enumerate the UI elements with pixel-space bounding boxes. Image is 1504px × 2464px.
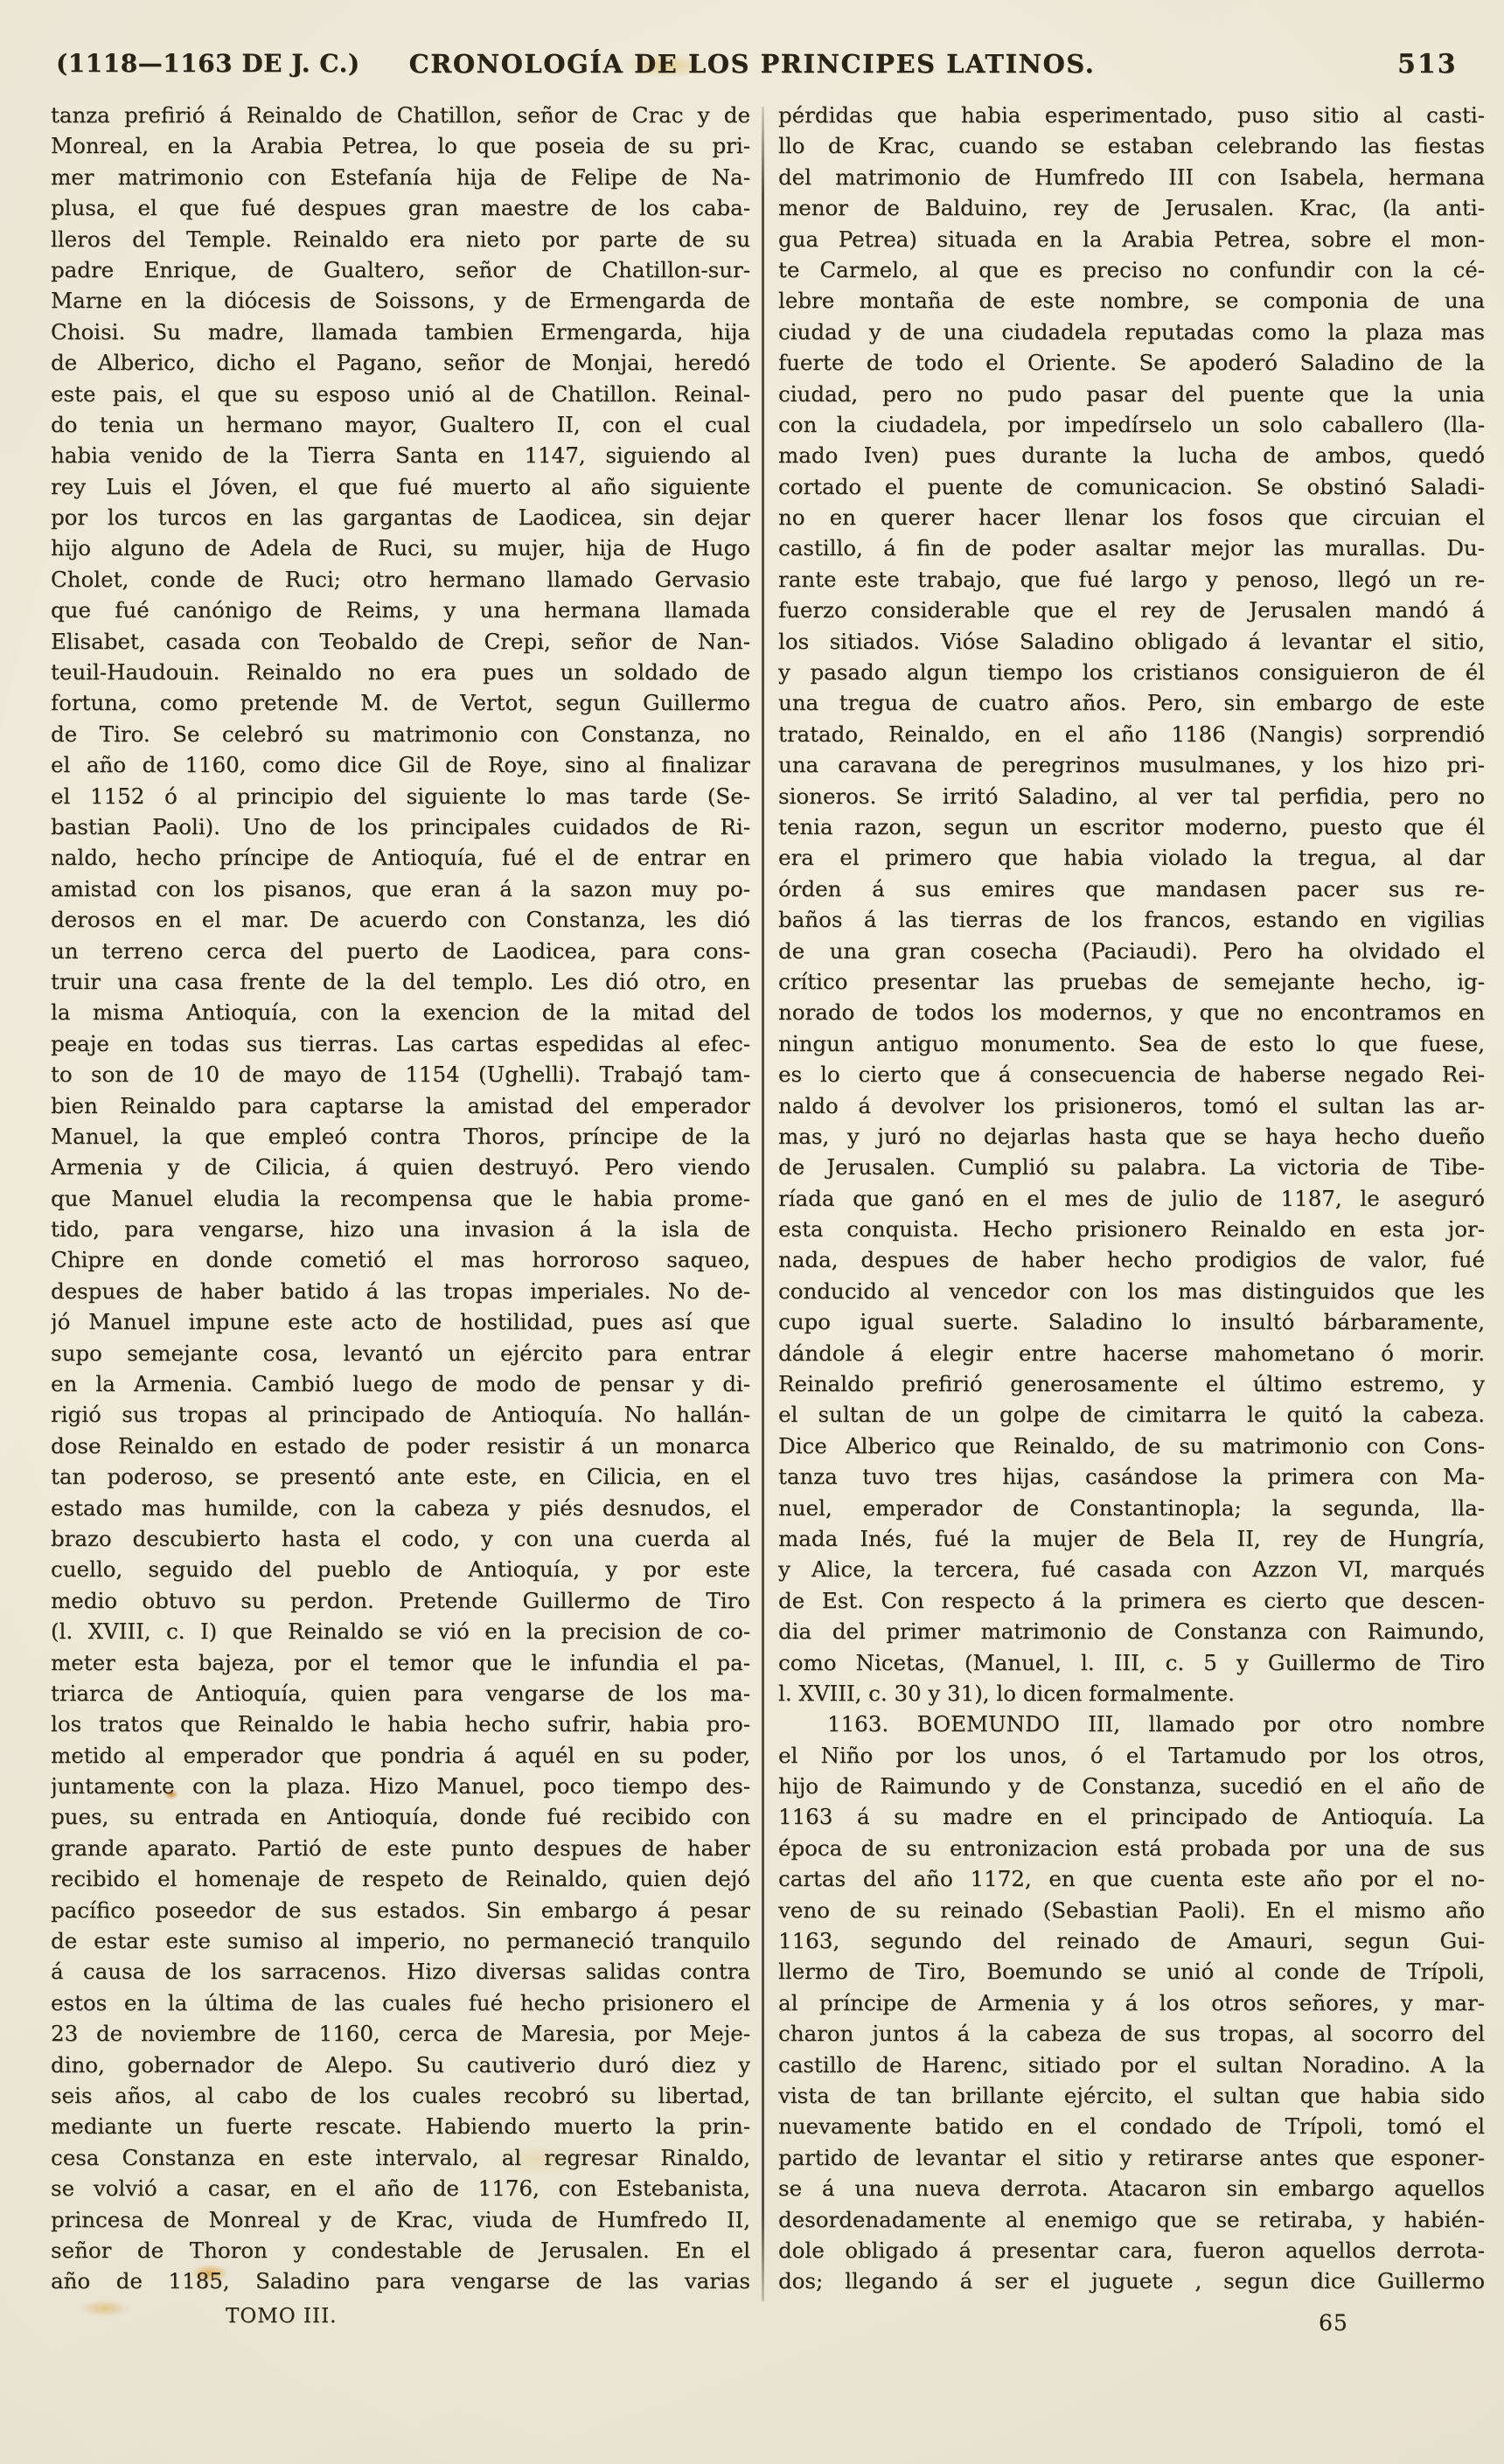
text-line: amistad con los pisanos, que eran á la sazon muy po- (51, 875, 750, 901)
text-line: do tenia un hermano mayor, Gualtero II, con el cual (51, 411, 750, 437)
text-line: cartas del año 1172, en que cuenta este año por el no- (778, 1866, 1485, 1892)
text-line: hijo alguno de Adela de Ruci, su mujer, hija de Hugo (51, 535, 750, 561)
text-line: de estar este sumiso al imperio, no permaneció tranquilo (51, 1928, 750, 1954)
text-line: tan poderoso, se presentó ante este, en Cilicia, en el (51, 1464, 750, 1490)
text-line: al príncipe de Armenia y á los otros señores, y mar- (778, 1989, 1485, 2015)
text-line: (l. XVIII, c. I) que Reinaldo se vió en la precision de co- (51, 1618, 750, 1645)
text-line: supo semejante cosa, levantó un ejército para entrar (51, 1340, 750, 1366)
text-line: padre Enrique, de Gualtero, señor de Chatillon-sur- (51, 256, 750, 282)
text-line: hijo de Raimundo y de Constanza, sucedió en el año de (778, 1773, 1485, 1799)
text-line: recibido el homenaje de respeto de Reinaldo, quien dejó (51, 1866, 750, 1892)
text-line: el sultan de un golpe de cimitarra le quitó la cabeza. (778, 1402, 1485, 1428)
text-line: peaje en todas sus tierras. Las cartas espedidas al efec- (51, 1030, 750, 1056)
column-divider (762, 107, 764, 2301)
text-line: y Alice, la tercera, fué casada con Azzon VI, marqués (778, 1556, 1485, 1583)
text-line: tanza prefirió á Reinaldo de Chatillon, señor de Crac y de (51, 102, 750, 128)
text-line: Choisi. Su madre, llamada tambien Ermengarda, hija (51, 318, 750, 345)
text-line: dia del primer matrimonio de Constanza con Raimundo, (778, 1618, 1485, 1645)
text-line: cupo igual suerte. Saladino lo insultó bárbaramente, (778, 1309, 1485, 1335)
text-line: grande aparato. Partió de este punto despues de haber (51, 1834, 750, 1861)
text-line: mado Iven) pues durante la lucha de ambos, quedó (778, 442, 1485, 469)
text-line: época de su entronizacion está probada por una de sus (778, 1834, 1485, 1861)
page-title: CRONOLOGÍA DE LOS PRINCIPES LATINOS. (408, 49, 1096, 79)
text-line: nuel, emperador de Constantinopla; la segunda, lla- (778, 1494, 1485, 1521)
text-line: desordenadamente al enemigo que se retiraba, y habién- (778, 2206, 1485, 2232)
text-line: fuerzo considerable que el rey de Jerusalen mandó á (778, 597, 1485, 623)
text-line: Marne en la diócesis de Soissons, y de Ermengarda de (51, 288, 750, 314)
text-line: rante este trabajo, que fué largo y penoso, llegó un re- (778, 566, 1485, 592)
text-line: lleros del Temple. Reinaldo era nieto por parte de su (51, 226, 750, 252)
text-line: una caravana de peregrinos musulmanes, y los hizo pri- (778, 752, 1485, 778)
text-line: pérdidas que habia esperimentado, puso sitio al casti- (778, 102, 1485, 128)
text-line: menor de Balduino, rey de Jerusalen. Krac, (la anti- (778, 195, 1485, 221)
text-line: l. XVIII, c. 30 y 31), lo dicen formalmente. (778, 1680, 1235, 1706)
text-line: los sitiados. Vióse Saladino obligado á levantar el sitio, (778, 628, 1485, 654)
text-line: es lo cierto que á consecuencia de haberse negado Rei- (778, 1061, 1485, 1088)
text-line: que fué canónigo de Reims, y una hermana llamada (51, 597, 750, 623)
text-line: habia venido de la Tierra Santa en 1147, siguiendo al (51, 442, 750, 469)
text-line: llermo de Tiro, Boemundo se unió al conde de Trípoli, (778, 1959, 1485, 1985)
text-line: se volvió a casar, en el año de 1176, con Estebanista, (51, 2175, 750, 2202)
text-line: brazo descubierto hasta el codo, y con una cuerda al (51, 1525, 750, 1551)
text-line: sioneros. Se irritó Saladino, al ver tal perfidia, pero no (778, 783, 1485, 809)
text-line: el 1152 ó al principio del siguiente lo mas tarde (Se- (51, 783, 750, 809)
text-line: con la ciudadela, por impedírselo un solo caballero (lla- (778, 411, 1485, 437)
text-line: naldo á devolver los prisioneros, tomó el sultan las ar- (778, 1092, 1485, 1118)
text-line: seis años, al cabo de los cuales recobró su libertad, (51, 2083, 750, 2108)
text-line: en la Armenia. Cambió luego de modo de pensar y di- (51, 1371, 750, 1397)
text-line: 1163 á su madre en el principado de Antioquía. La (778, 1804, 1485, 1830)
text-line: que Manuel eludia la recompensa que le habia prome- (51, 1185, 750, 1211)
text-line: jó Manuel impune este acto de hostilidad, pues así que (51, 1309, 750, 1335)
text-line: lebre montaña de este nombre, se componia de una (778, 288, 1485, 314)
text-line: Manuel, la que empleó contra Thoros, príncipe de la (51, 1123, 750, 1149)
text-line: de una gran cosecha (Paciaudi). Pero ha olvidado el (778, 937, 1485, 964)
text-line: Monreal, en la Arabia Petrea, lo que poseia de su pri- (51, 133, 750, 159)
text-line: Armenia y de Cilicia, á quien destruyó. Pero viendo (51, 1154, 750, 1180)
text-line: metido al emperador que pondria á aquél en su poder, (51, 1742, 750, 1768)
text-line: este pais, el que su esposo unió al de Chatillon. Reinal- (51, 380, 750, 407)
text-line: se á una nueva derrota. Atacaron sin embargo aquellos (778, 2175, 1485, 2202)
text-line: mediante un fuerte rescate. Habiendo muerto la prin- (51, 2113, 750, 2140)
text-line: tanza tuvo tres hijas, casándose la primera con Ma- (778, 1464, 1485, 1490)
text-line: el Niño por los unos, ó el Tartamudo por los otros, (778, 1742, 1485, 1768)
text-line: llo de Krac, cuando se estaban celebrando las fiestas (778, 133, 1485, 159)
text-line: ciudad y de una ciudadela reputadas como la plaza mas (778, 318, 1485, 345)
text-line: una tregua de cuatro años. Pero, sin embargo de este (778, 690, 1485, 716)
text-line: Reinaldo prefirió generosamente el último estremo, y (778, 1371, 1485, 1397)
text-line: dino, gobernador de Alepo. Su cautiverio duró diez y (51, 2051, 750, 2078)
text-line: cortado el puente de comunicacion. Se obstinó Saladi- (778, 473, 1485, 499)
text-line: castillo, á fin de poder asaltar mejor las murallas. Du- (778, 535, 1485, 561)
text-line: era el primero que habia violado la tregua, al dar (778, 845, 1485, 871)
text-line: nuevamente batido en el condado de Trípoli, tomó el (778, 2113, 1485, 2140)
text-line: conducido al vencedor con los mas distinguidos que les (778, 1277, 1485, 1304)
text-line: 1163, segundo del reinado de Amauri, segun Gui- (778, 1928, 1485, 1954)
text-line: órden á sus emires que mandasen pacer sus re- (778, 875, 1485, 901)
text-line: señor de Thoron y condestable de Jerusalen. En el (51, 2237, 750, 2263)
text-line: norado de todos los modernos, y que no encontramos en (778, 999, 1485, 1026)
text-line: pacífico poseedor de sus estados. Sin embargo á pesar (51, 1897, 750, 1923)
text-line: juntamente con la plaza. Hizo Manuel, poco tiempo des- (51, 1773, 750, 1799)
text-line: tenia razon, segun un escritor moderno, puesto que él (778, 813, 1485, 839)
text-line: año de 1185, Saladino para vengarse de las varias (51, 2268, 750, 2294)
text-line: baños á las tierras de los francos, estando en vigilias (778, 907, 1485, 933)
text-line: fuerte de todo el Oriente. Se apoderó Saladino de la (778, 350, 1485, 376)
text-line: 1163. BOEMUNDO III, llamado por otro nombre (827, 1711, 1485, 1737)
text-line: Dice Alberico que Reinaldo, de su matrimonio con Cons- (778, 1432, 1485, 1458)
text-line: dole obligado á presentar cara, fueron aquellos derrota- (778, 2237, 1485, 2263)
text-line: charon juntos á la cabeza de sus tropas, al socorro del (778, 2021, 1485, 2047)
text-line: por los turcos en las gargantas de Laodicea, sin dejar (51, 505, 750, 531)
text-line: despues de haber batido á las tropas imperiales. No de- (51, 1277, 750, 1304)
text-line: to son de 10 de mayo de 1154 (Ughelli). Trabajó tam- (51, 1061, 750, 1088)
text-line: rey Luis el Jóven, el que fué muerto al año siguiente (51, 473, 750, 499)
text-line: rigió sus tropas al principado de Antioquía. No hallán- (51, 1402, 750, 1428)
text-line: esta conquista. Hecho prisionero Reinaldo en esta jor- (778, 1216, 1485, 1242)
text-line: bien Reinaldo para captarse la amistad del emperador (51, 1092, 750, 1118)
text-line: dose Reinaldo en estado de poder resistir á un monarca (51, 1432, 750, 1458)
text-line: ríada que ganó en el mes de julio de 1187, le aseguró (778, 1185, 1485, 1211)
text-line: vista de tan brillante ejército, el sultan que habia sido (778, 2083, 1485, 2108)
text-line: de Est. Con respecto á la primera es cierto que descen- (778, 1587, 1485, 1613)
text-line: Cholet, conde de Ruci; otro hermano llamado Gervasio (51, 566, 750, 592)
text-line: nada, despues de haber hecho prodigios de valor, fué (778, 1247, 1485, 1273)
text-line: bastian Paoli). Uno de los principales cuidados de Ri- (51, 813, 750, 839)
text-line: cesa Constanza en este intervalo, al regresar Rinaldo, (51, 2144, 750, 2170)
text-line: á causa de los sarracenos. Hizo diversas salidas contra (51, 1959, 750, 1985)
text-line: meter esta bajeza, por el temor que le infundia el pa- (51, 1649, 750, 1675)
text-line: como Nicetas, (Manuel, l. III, c. 5 y Guillermo de Tiro (778, 1649, 1485, 1675)
text-line: no en querer hacer llenar los fosos que circuian el (778, 505, 1485, 531)
text-line: cuello, seguido del pueblo de Antioquía, y por este (51, 1556, 750, 1583)
text-line: Chipre en donde cometió el mas horroroso saqueo, (51, 1247, 750, 1273)
text-line: mer matrimonio con Estefanía hija de Felipe de Na- (51, 164, 750, 190)
text-line: los tratos que Reinaldo le habia hecho sufrir, habia pro- (51, 1711, 750, 1737)
footer-volume-label: TOMO III. (226, 2305, 338, 2328)
text-line: estado mas humilde, con la cabeza y piés desnudos, el (51, 1494, 750, 1521)
text-line: de Tiro. Se celebró su matrimonio con Constanza, no (51, 720, 750, 747)
text-line: estos en la última de las cuales fué hecho prisionero el (51, 1989, 750, 2015)
text-line: veno de su reinado (Sebastian Paoli). En el mismo año (778, 1897, 1485, 1923)
text-line: Elisabet, casada con Teobaldo de Crepi, señor de Nan- (51, 628, 750, 654)
text-column-right (778, 100, 1485, 2297)
text-column-left (51, 100, 750, 2297)
text-line: triarca de Antioquía, quien para vengarse de los ma- (51, 1680, 750, 1706)
text-line: teuil-Haudouin. Reinaldo no era pues un soldado de (51, 659, 750, 686)
text-line: naldo, hecho príncipe de Antioquía, fué el de entrar en (51, 845, 750, 871)
text-line: medio obtuvo su perdon. Pretende Guillermo de Tiro (51, 1587, 750, 1613)
text-line: dándole á elegir entre hacerse mahometano ó morir. (778, 1340, 1485, 1366)
text-line: pues, su entrada en Antioquía, donde fué recibido con (51, 1804, 750, 1830)
text-line: plusa, el que fué despues gran maestre de los caba- (51, 195, 750, 221)
text-line: de Jerusalen. Cumplió su palabra. La victoria de Tibe- (778, 1154, 1485, 1180)
text-line: de Alberico, dicho el Pagano, señor de Monjai, heredó (51, 350, 750, 376)
text-line: del matrimonio de Humfredo III con Isabela, hermana (778, 164, 1485, 190)
text-line: derosos en el mar. De acuerdo con Constanza, les dió (51, 907, 750, 933)
text-line: ciudad, pero no pudo pasar del puente que la unia (778, 380, 1485, 407)
text-line: castillo de Harenc, sitiado por el sultan Noradino. A la (778, 2051, 1485, 2078)
text-line: gua Petrea) situada en la Arabia Petrea, sobre el mon- (778, 226, 1485, 252)
text-line: mas, y juró no dejarlas hasta que se haya hecho dueño (778, 1123, 1485, 1149)
text-line: 23 de noviembre de 1160, cerca de Maresia, por Meje- (51, 2021, 750, 2047)
text-line: tratado, Reinaldo, en el año 1186 (Nangis) sorprendió (778, 720, 1485, 747)
text-line: ningun antiguo monumento. Sea de esto lo que fuese, (778, 1030, 1485, 1056)
text-line: crítico presentar las pruebas de semejante hecho, ig- (778, 968, 1485, 994)
text-line: dos; llegando á ser el juguete , segun dice Guillermo (778, 2268, 1485, 2294)
text-line: truir una casa frente de la del templo. Les dió otro, en (51, 968, 750, 994)
footer-signature-number: 65 (1319, 2310, 1348, 2335)
page-number: 513 (1397, 49, 1458, 80)
text-line: la misma Antioquía, con la exencion de la mitad del (51, 999, 750, 1026)
header-date-range: (1118—1163 DE J. C.) (56, 49, 360, 78)
text-line: te Carmelo, al que es preciso no confundir con la cé- (778, 256, 1485, 282)
text-line: partido de levantar el sitio y retirarse antes que esponer- (778, 2144, 1485, 2170)
text-line: tido, para vengarse, hizo una invasion á la isla de (51, 1216, 750, 1242)
text-line: el año de 1160, como dice Gil de Roye, sino al finalizar (51, 752, 750, 778)
text-line: un terreno cerca del puerto de Laodicea, para cons- (51, 937, 750, 964)
text-line: fortuna, como pretende M. de Vertot, segun Guillermo (51, 690, 750, 716)
text-line: y pasado algun tiempo los cristianos consiguieron de él (778, 659, 1485, 686)
text-line: princesa de Monreal y de Krac, viuda de Humfredo II, (51, 2206, 750, 2232)
text-line: mada Inés, fué la mujer de Bela II, rey de Hungría, (778, 1525, 1485, 1551)
